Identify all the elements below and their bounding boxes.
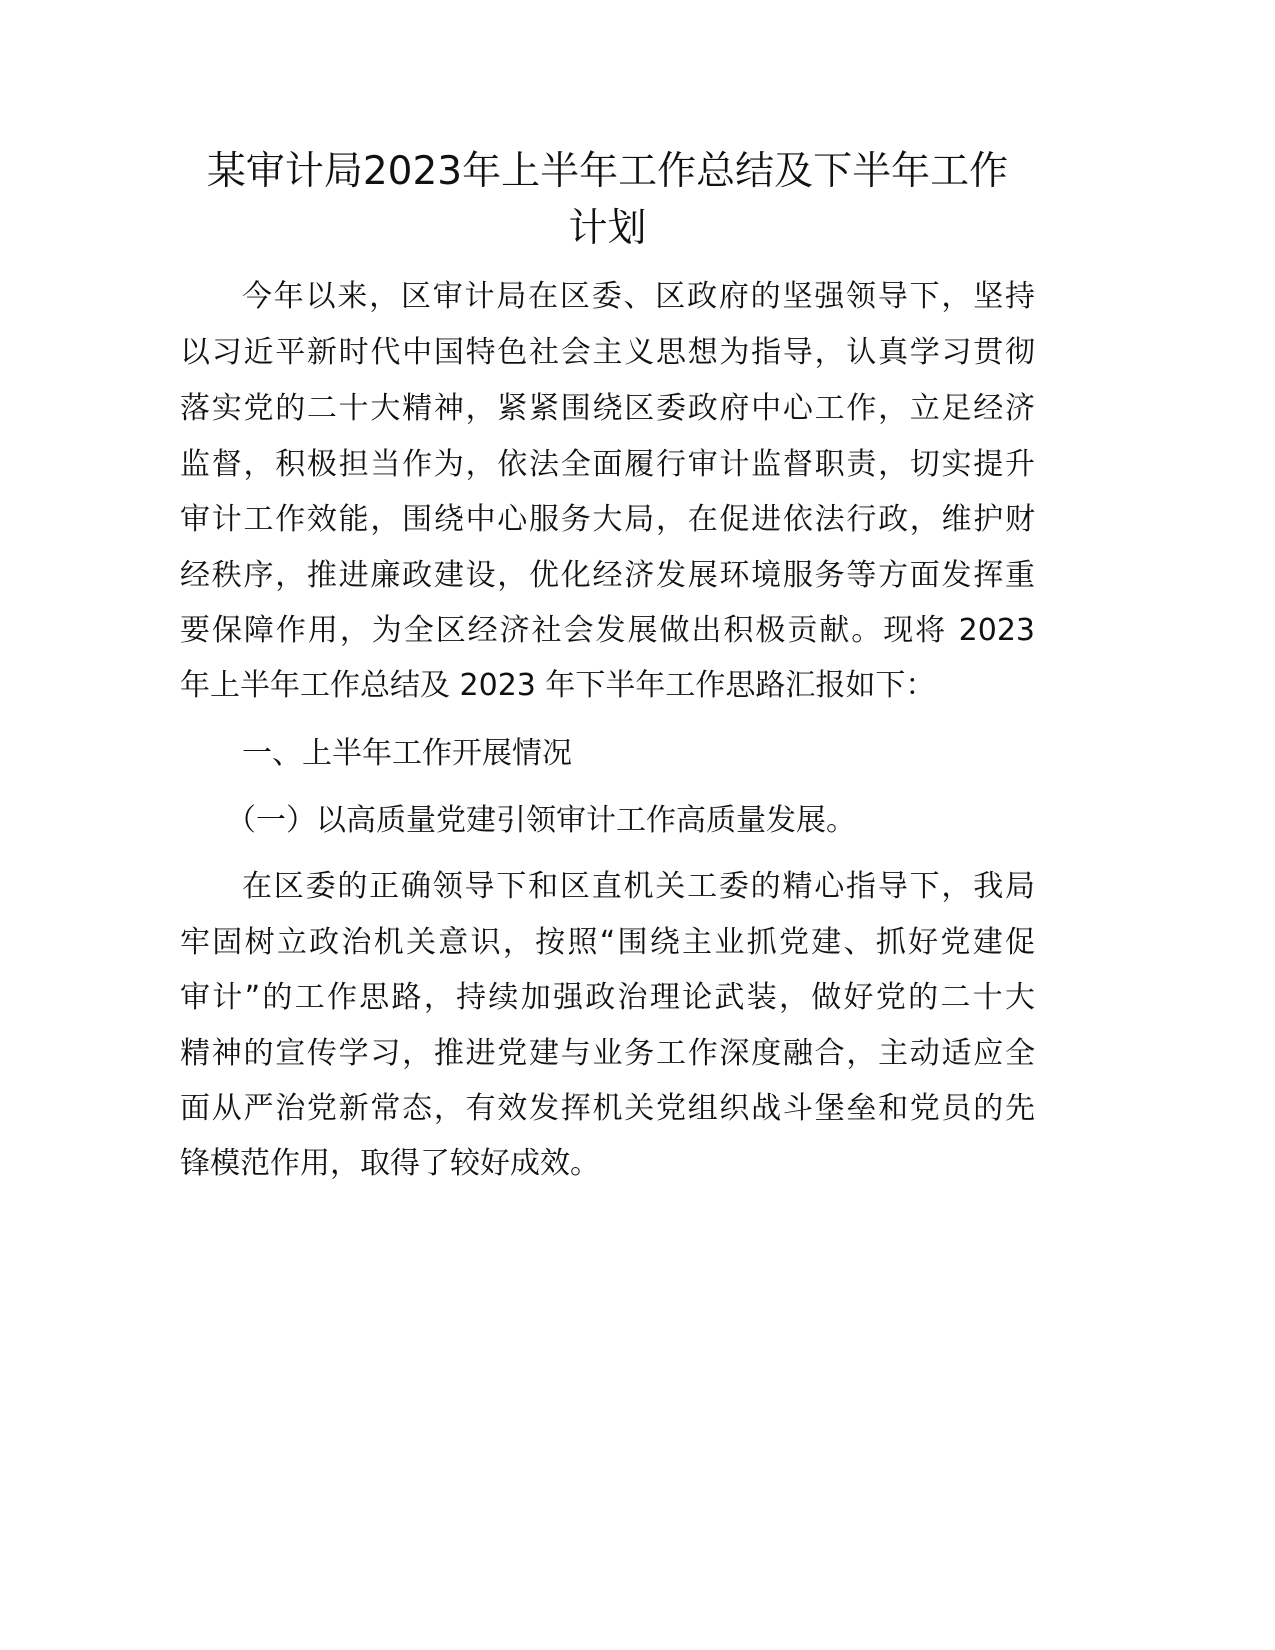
title-line: 某审计局2023年上半年工作总结及下半年工作 bbox=[206, 149, 1009, 194]
text-line: 审计工作效能，围绕中心服务大局，在促进依法行政，维护财 bbox=[180, 502, 1035, 537]
subsection-heading: （一）以高质量党建引领审计工作高质量发展。 bbox=[226, 803, 856, 838]
text-line: 以习近平新时代中国特色社会主义思想为指导，认真学习贯彻 bbox=[180, 335, 1035, 370]
text-line: 精神的宣传学习，推进党建与业务工作深度融合，主动适应全 bbox=[180, 1036, 1035, 1071]
text-line: 年上半年工作总结及 2023 年下半年工作思路汇报如下： bbox=[180, 668, 936, 703]
text-line: 落实党的二十大精神，紧紧围绕区委政府中心工作，立足经济 bbox=[180, 391, 1035, 426]
text-line: 今年以来，区审计局在区委、区政府的坚强领导下，坚持 bbox=[242, 279, 1035, 314]
text-line: 牢固树立政治机关意识，按照“围绕主业抓党建、抓好党建促 bbox=[180, 925, 1035, 960]
text-line: 经秩序，推进廉政建设，优化经济发展环境服务等方面发挥重 bbox=[180, 558, 1035, 593]
text-line: 监督，积极担当作为，依法全面履行审计监督职责，切实提升 bbox=[180, 447, 1035, 482]
text-line: 要保障作用，为全区经济社会发展做出积极贡献。现将 2023 bbox=[180, 613, 1035, 648]
title-line: 计划 bbox=[568, 206, 647, 251]
text-line: 锋模范作用，取得了较好成效。 bbox=[180, 1146, 600, 1181]
section-heading: 一、上半年工作开展情况 bbox=[242, 736, 572, 771]
text-line: 在区委的正确领导下和区直机关工委的精心指导下，我局 bbox=[242, 869, 1035, 904]
text-line: 面从严治党新常态，有效发挥机关党组织战斗堡垒和党员的先 bbox=[180, 1091, 1035, 1126]
text-line: 审计”的工作思路，持续加强政治理论武装，做好党的二十大 bbox=[180, 980, 1035, 1015]
